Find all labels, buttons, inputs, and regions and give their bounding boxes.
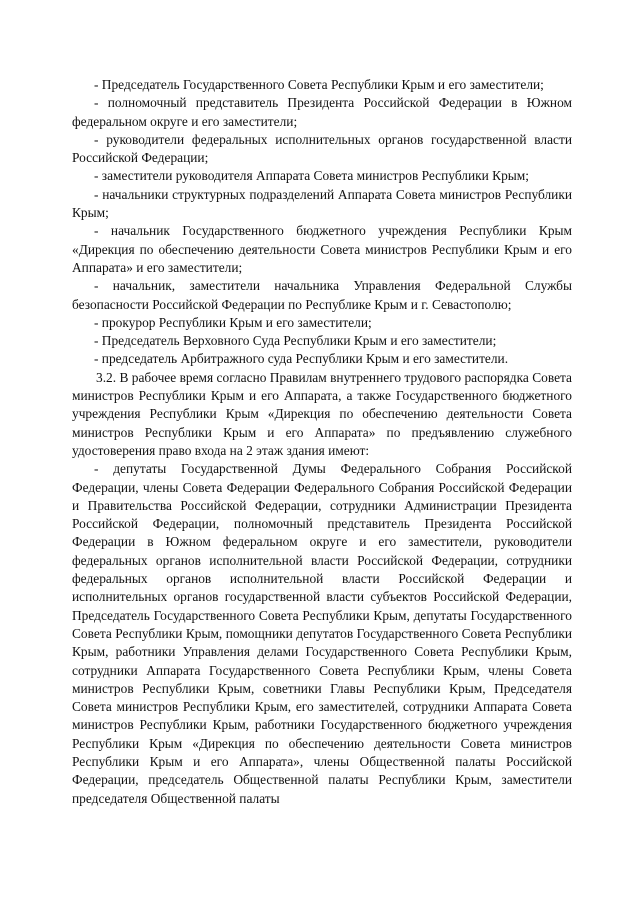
- paragraph-prosecutor: - прокурор Республики Крым и его заместители;: [94, 314, 372, 330]
- paragraph-state-council-chair: - Председатель Государственного Совета Республики Крым и его заместители;: [94, 77, 544, 92]
- paragraph-section-3-2: 3.2. В рабочее время согласно Правилам внутреннего трудового распорядка Совета министров Республики Крым и его Аппарата, а также Государственного бюджетного учреждения Республики Крым «Дирекция по обеспечению деятельности Совета министров Республики Крым и его Аппарата» по предъявлению служебного удостоверения право входа на 2 этаж здания имеют:: [72, 369, 572, 458]
- paragraph-supreme-court-chair: - Председатель Верховного Суда Республики Крым и его заместители;: [94, 333, 497, 349]
- paragraph-presidential-envoy: - полномочный представитель Президента Российской Федерации в Южном федеральном округе и его заместители;: [72, 95, 572, 129]
- paragraph-second-floor-access-list: - депутаты Государственной Думы Федерального Собрания Российской Федерации, члены Совета Федерации Федерального Собрания Российской Федерации и Правительства Российской Федерации, сотрудники Администрации Президента Российской Федерации, полномочный представитель Президента Российской Федерации в Южном федеральном округе и его заместители, руководители федеральных органов исполнительной власти Российской Федерации, сотрудники федеральных органов исполнительной власти Российской Федерации и исполнительных органов государственной власти субъектов Российской Федерации, Председатель Государственного Совета Республики Крым, депутаты Государственного Совета Республики Крым, помощники депутатов Государственного Совета Республики Крым, работники Управления делами Государственного Совета Республики Крым, сотрудники Аппарата Государственного Совета Республики Крым, члены Совета министров Республики Крым, советники Главы Республики Крым, Председателя Совета министров Республики Крым, его заместителей, сотрудники Аппарата Совета министров Республики Крым, работники Государственного бюджетного учреждения Республики Крым «Дирекция по обеспечению деятельности Совета министров Республики Крым и его Аппарата», члены Общественной палаты Российской Федерации, председатель Общественной палаты Республики Крым, заместители председателя Общественной палаты: [72, 461, 572, 806]
- paragraph-deputy-heads-apparatus: - заместители руководителя Аппарата Совета министров Республики Крым;: [94, 168, 529, 184]
- paragraph-federal-executives: - руководители федеральных исполнительных органов государственной власти Российской Федерации;: [72, 131, 572, 166]
- paragraph-division-heads: - начальники структурных подразделений Аппарата Совета министров Республики Крым;: [72, 186, 572, 221]
- paragraph-arbitration-court-chair: - председатель Арбитражного суда Республики Крым и его заместители.: [94, 351, 509, 367]
- paragraph-directorate-head: - начальник Государственного бюджетного учреждения Республики Крым «Дирекция по обеспечению деятельности Совета министров Республики Крым и его Аппарата» и его заместители;: [72, 223, 572, 275]
- paragraph-fsb-head: - начальник, заместители начальника Управления Федеральной Службы безопасности Российской Федерации по Республике Крым и г. Севастополю;: [72, 278, 572, 312]
- document-page: [72, 76, 572, 808]
